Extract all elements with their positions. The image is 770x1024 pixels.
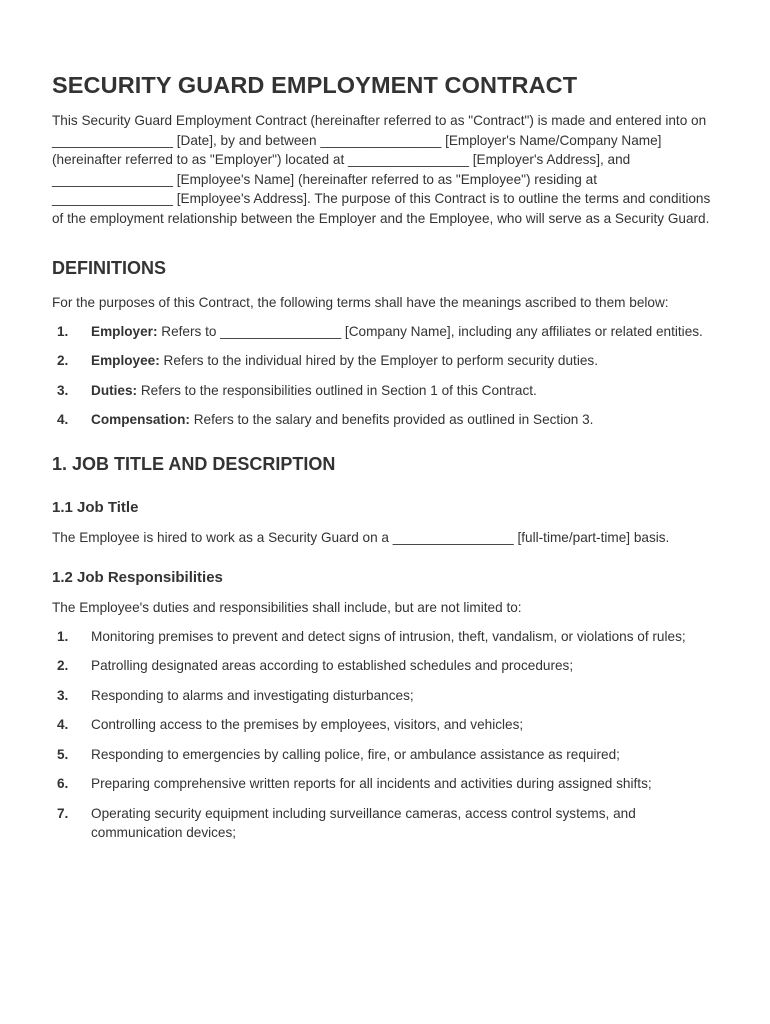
- list-number: 3.: [57, 382, 69, 398]
- list-number: 2.: [57, 353, 69, 368]
- definition-term: Employee:: [91, 353, 160, 368]
- list-number: 4.: [57, 412, 69, 427]
- list-item: [52, 745, 718, 765]
- definition-term: Duties:: [91, 382, 138, 398]
- list-number: 1.: [57, 323, 69, 339]
- list-item: [52, 656, 718, 676]
- definition-item: [52, 410, 718, 430]
- list-item: [52, 627, 718, 647]
- list-number: 3.: [57, 687, 69, 703]
- list-number: 4.: [57, 717, 69, 732]
- responsibilities-list: [52, 627, 718, 843]
- definition-item: [52, 351, 718, 371]
- definition-item: [52, 381, 718, 401]
- list-number: 2.: [57, 658, 69, 673]
- list-item-text: Operating security equipment including surveillance cameras, access control systems, and communication devices;: [91, 805, 636, 840]
- list-item: [52, 686, 718, 706]
- definitions-intro: For the purposes of this Contract, the following terms shall have the meanings ascribed to them below:: [52, 295, 669, 310]
- definition-text: Refers to the individual hired by the Employer to perform security duties.: [159, 353, 598, 368]
- list-item-text: Patrolling designated areas according to established schedules and procedures;: [91, 658, 574, 673]
- list-item-text: Controlling access to the premises by employees, visitors, and vehicles;: [91, 717, 524, 732]
- definitions-heading: DEFINITIONS: [52, 258, 167, 278]
- list-item-text: Monitoring premises to prevent and detect signs of intrusion, theft, vandalism, or violations of rules;: [91, 628, 686, 644]
- list-item-text: Preparing comprehensive written reports for all incidents and activities during assigned shifts;: [91, 776, 652, 791]
- intro-paragraph: This Security Guard Employment Contract (hereinafter referred to as "Contract") is made and entered into on ________________ [Date], by and between ________________ [Employer's Name/Company Name] (hereinafter referred to as "Employer") located at ________________ [Employer's Address], and ________________ [Employee's Name] (hereinafter referred to as "Employee") residing at ________________ [Employee's Address]. The purpose of this Contract is to outline the terms and conditions of the employment relationship between the Employer and the Employee, who will serve as a Security Guard.: [52, 113, 711, 226]
- job-title-paragraph: The Employee is hired to work as a Security Guard on a ________________ [full-time/part-time] basis.: [52, 529, 670, 545]
- list-item: [52, 774, 718, 794]
- section-1-heading: 1. JOB TITLE AND DESCRIPTION: [52, 453, 336, 474]
- definition-term: Compensation:: [91, 412, 190, 427]
- definition-term: Employer:: [91, 323, 158, 339]
- subsection-1-2-heading: 1.2 Job Responsibilities: [52, 569, 223, 586]
- document-title: SECURITY GUARD EMPLOYMENT CONTRACT: [52, 72, 578, 98]
- list-item-text: Responding to alarms and investigating disturbances;: [91, 687, 414, 703]
- definition-text: Refers to the salary and benefits provided as outlined in Section 3.: [189, 412, 594, 427]
- list-item: [52, 804, 718, 843]
- definition-item: [52, 322, 718, 342]
- list-number: 6.: [57, 776, 69, 791]
- list-number: 7.: [57, 805, 69, 821]
- list-number: 1.: [57, 628, 69, 644]
- responsibilities-intro: The Employee's duties and responsibilities shall include, but are not limited to:: [52, 600, 522, 615]
- subsection-1-1-heading: 1.1 Job Title: [52, 498, 139, 516]
- definition-text: Refers to the responsibilities outlined in Section 1 of this Contract.: [137, 382, 537, 398]
- list-item: [52, 715, 718, 735]
- definition-text: Refers to ________________ [Company Name], including any affiliates or related entities.: [157, 323, 703, 339]
- definitions-list: [52, 322, 718, 430]
- list-item-text: Responding to emergencies by calling police, fire, or ambulance assistance as required;: [91, 746, 620, 762]
- list-number: 5.: [57, 746, 69, 762]
